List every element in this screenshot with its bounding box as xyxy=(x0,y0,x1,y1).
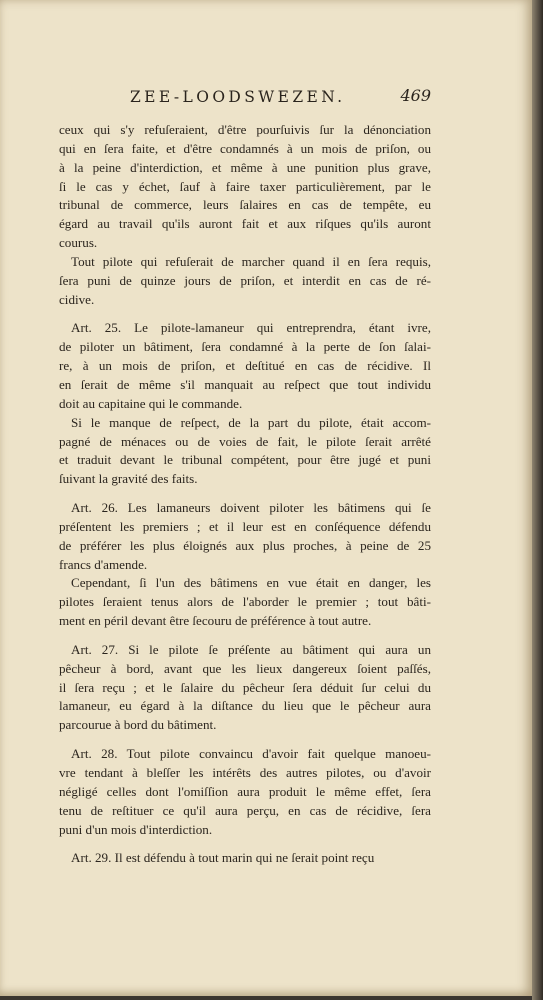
paragraph xyxy=(59,574,431,631)
text-line: puni d'un mois d'interdiction. xyxy=(59,821,213,837)
paragraph xyxy=(59,641,431,735)
paragraph-gap xyxy=(59,489,431,499)
text-line: Art. 29. Il est défendu à tout marin qui ne ſerait point reçu xyxy=(71,850,375,866)
text-line: ceux qui s'y refuſeraient, d'être pourſuivis ſur la dénonciation xyxy=(59,122,431,137)
paragraph xyxy=(59,745,431,839)
text-line: pêcheur à bord, avant que les lieux dangereux ſoient paſſés, xyxy=(59,660,431,676)
text-line: à la peine d'interdiction, et même à une punition plus grave, xyxy=(59,159,431,175)
text-line: Art. 25. Le pilote-lamaneur qui entreprendra, étant ivre, xyxy=(71,320,431,336)
text-line: re, à un mois de priſon, et deſtitué en cas de récidive. Il xyxy=(59,358,431,374)
text-line: Si le manque de reſpect, de la part du pilote, était accom- xyxy=(71,414,431,430)
paragraph-gap xyxy=(59,735,431,745)
text-line: et traduit devant le tribunal compétent, pour être jugé et puni xyxy=(59,452,431,468)
text-line: cidive. xyxy=(59,291,95,307)
paragraph-gap xyxy=(59,631,431,641)
paragraph xyxy=(59,253,431,310)
text-line: tenu de reſtituer ce qu'il aura perçu, en cas de récidive, ſera xyxy=(59,802,431,818)
text-line: parcourue à bord du bâtiment. xyxy=(59,717,217,733)
book-binding-edge xyxy=(532,0,543,1000)
text-line: il ſera reçu ; et le ſalaire du pêcheur ſera déduit ſur celui du xyxy=(59,679,431,695)
text-line: Art. 27. Si le pilote ſe préſente au bâtiment qui aura un xyxy=(71,641,431,657)
text-line: Tout pilote qui refuſerait de marcher quand il en ſera requis, xyxy=(71,253,431,269)
text-line: Cependant, ſi l'un des bâtimens en vue était en danger, les xyxy=(71,575,431,591)
paragraph xyxy=(59,849,431,868)
running-title: ZEE-LOODSWEZEN. xyxy=(130,88,346,106)
text-line: tribunal de commerce, leurs ſalaires en cas de tempête, eu xyxy=(59,197,431,213)
text-line: de préférer les plus éloignés aux plus proches, à peine de 25 xyxy=(59,537,431,553)
text-line: vre tendant à bleſſer les intérêts des autres pilotes, ou d'avoir xyxy=(59,765,431,780)
text-line: Art. 28. Tout pilote convaincu d'avoir fait quelque manoeu- xyxy=(71,746,431,762)
text-line: francs d'amende. xyxy=(59,556,148,572)
page-number: 469 xyxy=(400,86,431,105)
text-line: lamaneur, eu égard à la diſtance du lieu que le pêcheur aura xyxy=(59,698,431,714)
text-line: pilotes ſeraient tenus alors de l'aborder le premier ; tout bâti- xyxy=(59,594,431,610)
text-line: ſi le cas y échet, ſauf à faire taxer particulièrement, par le xyxy=(59,178,431,194)
text-line: courus. xyxy=(59,235,98,251)
text-line: ſera puni de quinze jours de priſon, et interdit en cas de ré- xyxy=(59,272,431,288)
paragraph xyxy=(59,499,431,574)
text-line: de piloter un bâtiment, ſera condamné à la perte de ſon ſalai- xyxy=(59,339,431,355)
text-line: ſuivant la gravité des faits. xyxy=(59,471,198,487)
paragraph xyxy=(59,121,431,253)
paragraph xyxy=(59,319,431,413)
text-line: égard au travail qu'ils auront fait et aux riſques qu'ils auront xyxy=(59,216,431,232)
paragraph-gap xyxy=(59,309,431,319)
text-line: Art. 26. Les lamaneurs doivent piloter les bâtimens qui ſe xyxy=(71,500,431,516)
text-line: ment en péril devant être ſecouru de préférence à tout autre. xyxy=(59,613,372,629)
paragraph xyxy=(59,414,431,489)
text-line: qui en ſera faite, et d'être condamnés à un mois de priſon, ou xyxy=(59,140,431,156)
text-line: doit au capitaine qui le commande. xyxy=(59,395,243,411)
text-line: pagné de ménaces ou de voies de fait, le pilote ſerait arrêté xyxy=(59,433,431,449)
body-text xyxy=(59,121,431,868)
text-line: en ſerait de même s'il manquait au reſpect que tout individu xyxy=(59,376,431,392)
paragraph-gap xyxy=(59,839,431,849)
text-line: négligé celles dont l'omiſſion aura produit le même effet, ſera xyxy=(59,783,431,799)
text-line: préſentent les premiers ; et il leur est en conſéquence défendu xyxy=(59,518,431,534)
